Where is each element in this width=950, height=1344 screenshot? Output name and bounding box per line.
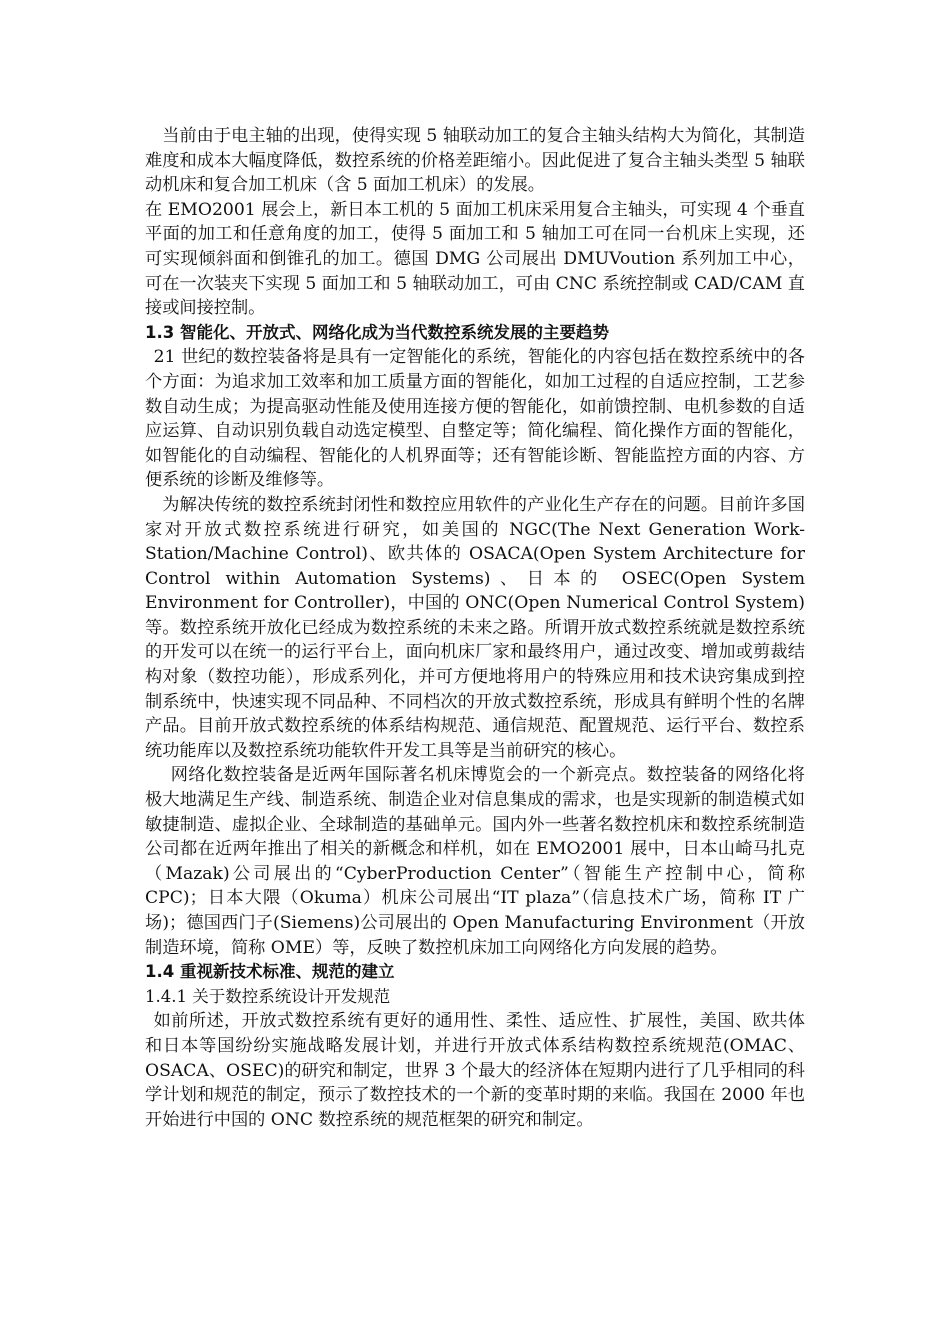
paragraph-intelligence: 21 世纪的数控装备将是具有一定智能化的系统，智能化的内容包括在数控系统中的各个方面：为追求加工效率和加工质量方面的智能化，如加工过程的自适应控制，工艺参数自动生成；为提高驱动性能及使用连接方便的智能化，如前馈控制、电机参数的自适应运算、自动识别负载自动选定模型、自整定等；简化编程、简化操作方面的智能化，如智能化的自动编程、智能化的人机界面等；还有智能诊断、智能监控方面的内容、方便系统的诊断及维修等。 [145,347,805,491]
paragraph-design-specification: 如前所述，开放式数控系统有更好的通用性、柔性、适应性、扩展性，美国、欧共体和日本等国纷纷实施战略发展计划，并进行开放式体系结构数控系统规范(OMAC、OSACA、OSEC)的研究和制定，世界 3 个最大的经济体在短期内进行了几乎相同的科学计划和规范的制定，预示了数控技术的一个新的变革时期的来临。我国在 2000 年也开始进行中国的 ONC 数控系统的规范框架的研究和制定。 [145,1011,805,1130]
section-heading-1-4: 1.4 重视新技术标准、规范的建立 [145,962,395,982]
subsection-heading-1-4-1: 1.4.1 关于数控系统设计开发规范 [145,986,391,1006]
document-page [145,124,805,1132]
paragraph-emo2001: 在 EMO2001 展会上，新日本工机的 5 面加工机床采用复合主轴头，可实现 4 个垂直平面的加工和任意角度的加工，使得 5 面加工和 5 轴加工可在同一台机床上实现，还可实现倾斜面和倒锥孔的加工。德国 DMG 公司展出 DMUVoution 系列加工中心，可在一次装夹下实现 5 面加工和 5 轴联动加工，可由 CNC 系统控制或 CAD/CAM 直接或间接控制。 [145,199,805,319]
paragraph-spindle-simplification: 当前由于电主轴的出现，使得实现 5 轴联动加工的复合主轴头结构大为简化，其制造难度和成本大幅度降低，数控系统的价格差距缩小。因此促进了复合主轴头类型 5 轴联动机床和复合加工机床（含 5 面加工机床）的发展。 [145,126,805,196]
paragraph-open-system: 为解决传统的数控系统封闭性和数控应用软件的产业化生产存在的问题。目前许多国家对开放式数控系统进行研究，如美国的 NGC(The Next Generation Work-Station/Machine Control)、欧共体的 OSACA(Open System Architecture for Control within Automation Systems)、日本的 OSEC(Open System Environment for Controller)，中国的 ONC(Open Numerical Control System)等。数控系统开放化已经成为数控系统的未来之路。所谓开放式数控系统就是数控系统的开发可以在统一的运行平台上，面向机床厂家和最终用户，通过改变、增加或剪裁结构对象（数控功能），形成系列化，并可方便地将用户的特殊应用和技术诀窍集成到控制系统中，快速实现不同品种、不同档次的开放式数控系统，形成具有鲜明个性的名牌产品。目前开放式数控系统的体系结构规范、通信规范、配置规范、运行平台、数控系统功能库以及数控系统功能软件开发工具等是当前研究的核心。 [145,494,805,761]
section-heading-1-3: 1.3 智能化、开放式、网络化成为当代数控系统发展的主要趋势 [145,322,609,342]
paragraph-networking: 网络化数控装备是近两年国际著名机床博览会的一个新亮点。数控装备的网络化将极大地满足生产线、制造系统、制造企业对信息集成的需求，也是实现新的制造模式如敏捷制造、虚拟企业、全球制造的基础单元。国内外一些著名数控机床和数控系统制造公司都在近两年推出了相关的新概念和样机，如在 EMO2001 展中，日本山崎马扎克（Mazak)公司展出的“CyberProduction Center”（智能生产控制中心，简称 CPC)；日本大隈（Okuma）机床公司展出“IT plaza”（信息技术广场，简称 IT 广场)；德国西门子(Siemens)公司展出的 Open Manufacturing Environment（开放制造环境，简称 OME）等，反映了数控机床加工向网络化方向发展的趋势。 [145,765,805,958]
